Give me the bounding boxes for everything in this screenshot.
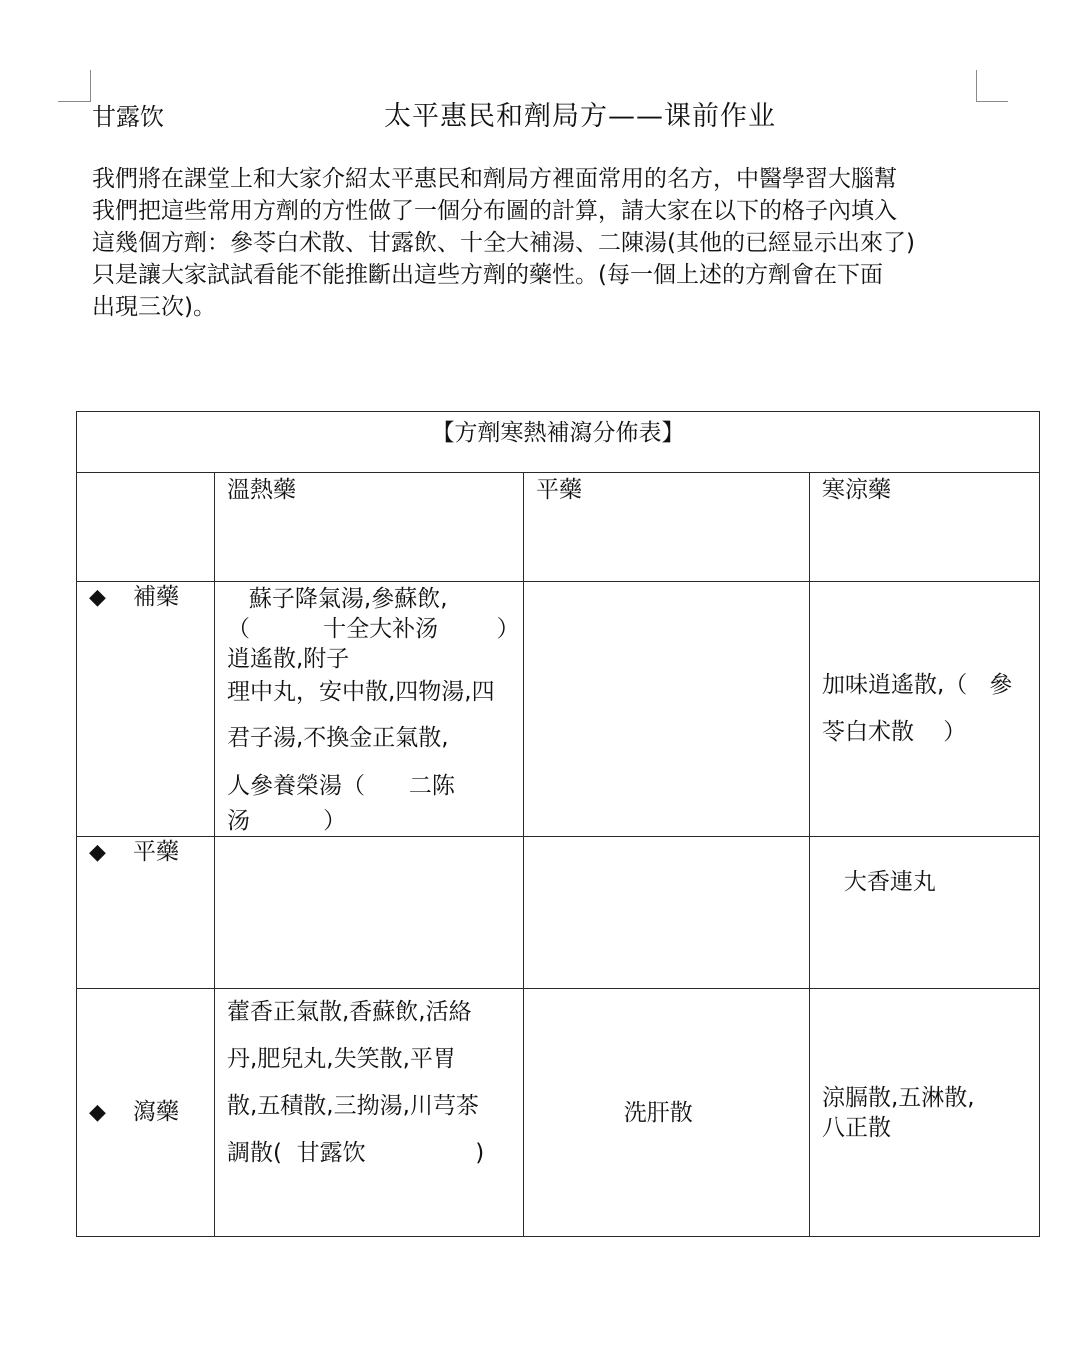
header-neutral <box>524 473 810 582</box>
formula-line: 苓白术散 ） <box>822 719 967 745</box>
formula-line: 涼膈散,五淋散, <box>822 1084 975 1111</box>
formula-line: 君子湯,不換金正氣散, <box>227 725 449 751</box>
intro-line: 出現三次)。 <box>92 294 216 320</box>
formula-line: 藿香正氣散,香蘇飲,活絡 <box>227 999 472 1025</box>
table-row-neutral <box>77 837 1040 989</box>
table-row-purging <box>77 989 1040 1237</box>
crop-mark-top-right <box>976 101 1008 102</box>
intro-line: 只是讓大家試試看能不能推斷出這些方劑的藥性。(每一個上述的方劑會在下面 <box>92 262 883 288</box>
cell-tonic-cool <box>810 582 1040 837</box>
row-label-purging: 瀉藥 <box>133 1099 179 1125</box>
intro-line: 我們將在課堂上和大家介紹太平惠民和劑局方裡面常用的名方，中醫學習大腦幫 <box>92 166 897 192</box>
formula-line: 丹,肥兒丸,失笑散,平胃 <box>227 1046 456 1072</box>
cell-neutral-cool <box>810 837 1040 989</box>
row-header-purging <box>77 989 215 1237</box>
document-title: 太平惠民和劑局方——课前作业 <box>384 101 776 132</box>
row-header-neutral <box>77 837 215 989</box>
table-caption: 【方劑寒熱補瀉分佈表】 <box>431 420 685 446</box>
row-label-neutral: 平藥 <box>133 839 179 865</box>
formula-line: 人參養榮湯（ 二陈 <box>227 773 455 799</box>
formula-line: 大香連丸 <box>822 869 936 895</box>
header-cool <box>810 473 1040 582</box>
crop-mark-top-left <box>90 70 91 102</box>
table-caption-row <box>77 412 1040 473</box>
cell-neutral-neutral <box>524 837 810 989</box>
formula-line: 汤 ） <box>227 808 347 834</box>
formula-line: 逍遙散,附子 <box>227 646 350 672</box>
formula-line: 理中丸，安中散,四物湯,四 <box>227 679 495 705</box>
cell-tonic-neutral <box>524 582 810 837</box>
corner-cell <box>77 473 215 582</box>
table-caption-cell <box>77 412 1040 473</box>
formula-line: 洗肝散 <box>536 1099 693 1126</box>
cell-purging-cool <box>810 989 1040 1237</box>
intro-paragraph <box>92 163 992 323</box>
row-label-tonic: 補藥 <box>133 584 179 610</box>
crop-mark-top-left <box>58 101 90 102</box>
cell-purging-neutral <box>524 989 810 1237</box>
cell-purging-warm <box>215 989 524 1237</box>
header-neutral-label: 平藥 <box>536 477 582 503</box>
formula-line: 蘇子降氣湯,參蘇飲, <box>227 586 448 612</box>
formula-line: （ 十全大补汤 ） <box>227 616 520 642</box>
header-warm <box>215 473 524 582</box>
intro-line: 這幾個方劑：參苓白术散、甘露飲、十全大補湯、二陳湯(其他的已經显示出來了) <box>92 230 915 256</box>
table-row-tonic <box>77 582 1040 837</box>
cell-neutral-warm <box>215 837 524 989</box>
student-name: 甘露饮 <box>92 103 164 131</box>
formula-line: 調散( 甘露饮 ) <box>227 1140 485 1166</box>
formula-line: 八正散 <box>822 1114 891 1141</box>
diamond-bullet-icon: ◆ <box>89 840 106 865</box>
diamond-bullet-icon: ◆ <box>89 1100 106 1125</box>
diamond-bullet-icon: ◆ <box>89 585 106 610</box>
table-header-row <box>77 473 1040 582</box>
formula-distribution-table <box>76 411 1040 1237</box>
row-header-tonic <box>77 582 215 837</box>
crop-mark-top-right <box>976 70 977 102</box>
header-warm-label: 溫熱藥 <box>227 477 296 503</box>
formula-line: 散,五積散,三拗湯,川芎茶 <box>227 1093 479 1119</box>
cell-tonic-warm <box>215 582 524 837</box>
formula-line: 加味逍遙散,（ 參 <box>822 672 1013 698</box>
intro-line: 我們把這些常用方劑的方性做了一個分布圖的計算，請大家在以下的格子內填入 <box>92 198 897 224</box>
header-cool-label: 寒涼藥 <box>822 477 891 503</box>
